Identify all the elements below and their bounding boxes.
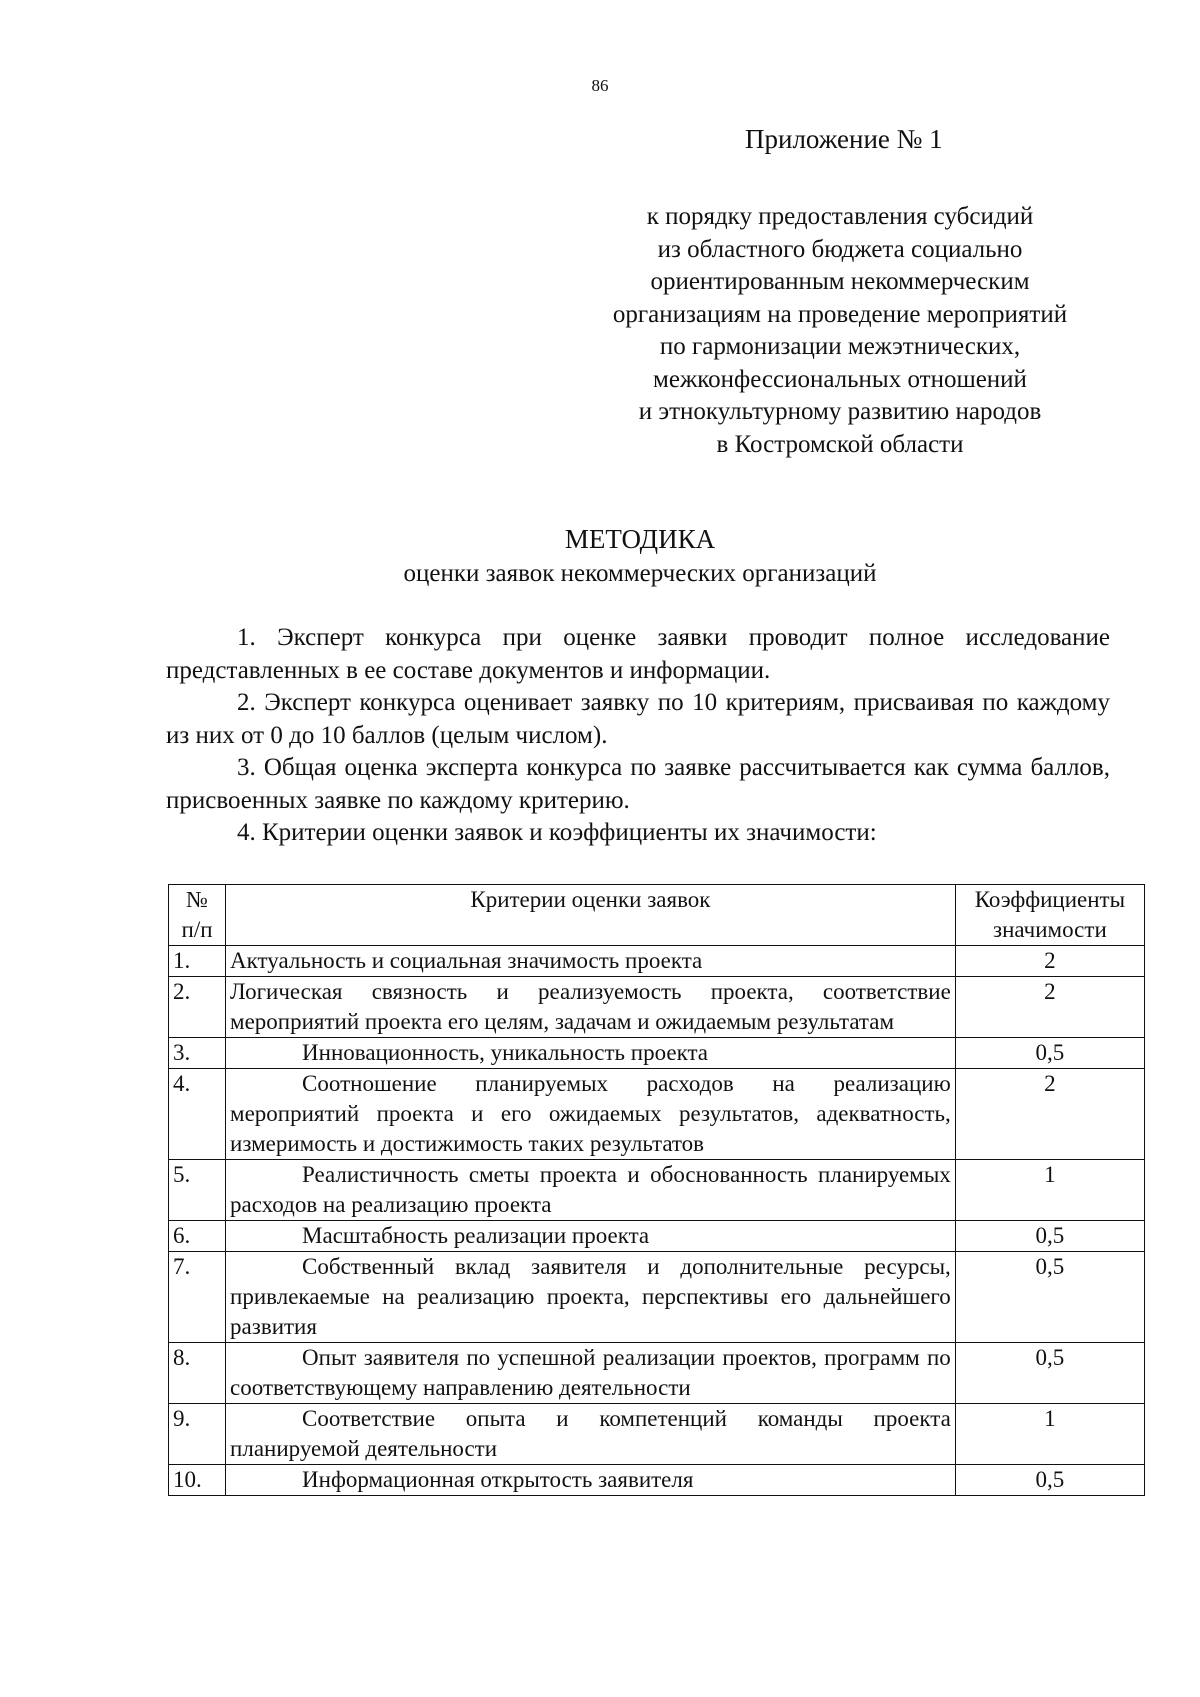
header-number-line: п/п [181, 917, 213, 942]
table-row [169, 1465, 1145, 1496]
row-number: 7. [169, 1252, 226, 1343]
appendix-title: Приложение № 1 [745, 124, 943, 154]
table-row [169, 1221, 1145, 1252]
table-row [169, 1069, 1145, 1160]
row-criterion: Опыт заявителя по успешной реализации проектов, программ по соответствующему направлению деятельности [226, 1343, 956, 1404]
table-header-row [169, 885, 1145, 946]
paragraph: 3. Общая оценка эксперта конкурса по заявке рассчитывается как сумма баллов, присвоенных заявке по каждому критерию. [166, 754, 1110, 814]
body-text [166, 622, 1110, 850]
row-coefficient: 1 [955, 1160, 1144, 1221]
appendix-line: по гармонизации межэтнических, [659, 333, 1021, 360]
row-number: 10. [169, 1465, 226, 1496]
table-row [169, 1038, 1145, 1069]
row-coefficient: 0,5 [955, 1465, 1144, 1496]
row-criterion: Соответствие опыта и компетенций команды проекта планируемой деятельности [226, 1404, 956, 1465]
table-row [169, 1252, 1145, 1343]
row-coefficient: 0,5 [955, 1252, 1144, 1343]
header-criteria: Критерии оценки заявок [226, 885, 956, 946]
appendix-line: организациям на проведение мероприятий [612, 300, 1068, 328]
row-number: 3. [169, 1038, 226, 1069]
table-row [169, 1343, 1145, 1404]
header-coefficient-line: значимости [993, 917, 1107, 942]
row-number: 9. [169, 1404, 226, 1465]
row-number: 6. [169, 1221, 226, 1252]
header-number [169, 885, 226, 946]
header-coefficient-line: Коэффициенты [974, 887, 1126, 912]
criteria-table [168, 884, 1145, 1496]
paragraph: 2. Эксперт конкурса оценивает заявку по 10 критериям, присваивая по каждому из них от 0 до 10 баллов (целым числом). [166, 689, 1110, 749]
paragraph: 1. Эксперт конкурса при оценке заявки проводит полное исследование представленных в ее составе документов и информации. [166, 624, 1110, 684]
row-coefficient: 2 [955, 946, 1144, 977]
row-criterion: Соотношение планируемых расходов на реализацию мероприятий проекта и его ожидаемых результатов, адекватность, измеримость и достижимость таких результатов [226, 1069, 956, 1160]
table-row [169, 946, 1145, 977]
row-coefficient: 0,5 [955, 1343, 1144, 1404]
header-number-line: № [186, 887, 208, 912]
document-subtitle: оценки заявок некоммерческих организаций [403, 560, 877, 587]
header-coefficient [955, 885, 1144, 946]
row-coefficient: 2 [955, 1069, 1144, 1160]
appendix-line: ориентированным некоммерческим [650, 268, 1030, 295]
row-coefficient: 2 [955, 977, 1144, 1038]
row-criterion: Собственный вклад заявителя и дополнительные ресурсы, привлекаемые на реализацию проекта, перспективы его дальнейшего развития [226, 1252, 956, 1343]
row-number: 2. [169, 977, 226, 1038]
row-criterion: Инновационность, уникальность проекта [226, 1038, 956, 1069]
table-row [169, 1160, 1145, 1221]
appendix-line: межконфессиональных отношений [653, 365, 1027, 393]
appendix-subtitle [555, 201, 1125, 461]
row-criterion: Масштабность реализации проекта [226, 1221, 956, 1252]
row-number: 1. [169, 946, 226, 977]
row-criterion: Информационная открытость заявителя [226, 1465, 956, 1496]
row-criterion: Логическая связность и реализуемость проекта, соответствие мероприятий проекта его целям, задачам и ожидаемым результатам [226, 977, 956, 1038]
row-number: 5. [169, 1160, 226, 1221]
appendix-line: из областного бюджета социально [657, 235, 1023, 263]
document-title: МЕТОДИКА [564, 524, 716, 554]
row-coefficient: 1 [955, 1404, 1144, 1465]
row-number: 4. [169, 1069, 226, 1160]
row-criterion: Реалистичность сметы проекта и обоснованность планируемых расходов на реализацию проекта [226, 1160, 956, 1221]
paragraph: 4. Критерии оценки заявок и коэффициенты их значимости: [237, 819, 877, 846]
row-number: 8. [169, 1343, 226, 1404]
row-criterion: Актуальность и социальная значимость проекта [226, 946, 956, 977]
page-number: 86 [591, 76, 609, 95]
row-coefficient: 0,5 [955, 1038, 1144, 1069]
table-row [169, 977, 1145, 1038]
appendix-line: в Костромской области [716, 430, 964, 458]
table-row [169, 1404, 1145, 1465]
row-coefficient: 0,5 [955, 1221, 1144, 1252]
appendix-line: и этнокультурному развитию народов [638, 398, 1042, 425]
appendix-line: к порядку предоставления субсидий [646, 203, 1034, 230]
